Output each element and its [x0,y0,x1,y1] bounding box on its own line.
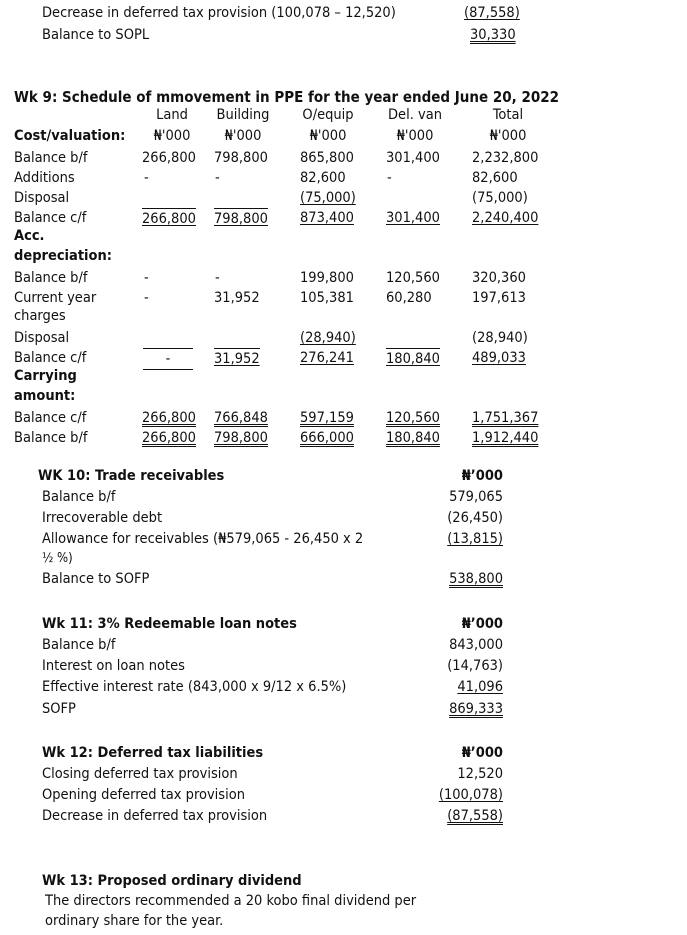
cell-total: 489,033 [472,350,526,366]
row-value [420,531,503,547]
row-label: Balance to SOPL [42,27,150,43]
section-title: WK 10: Trade receivables [38,468,225,484]
row-label: Irrecoverable debt [42,510,163,526]
table-row [0,268,687,288]
row-label: Decrease in deferred tax provision [42,808,268,824]
row-label: Balance b/f [42,489,116,505]
cell-delvan: 120,560 [386,410,440,426]
cell-oequip: 199,800 [300,270,354,286]
cell-building: 766,848 [214,410,268,426]
row-label: Decrease in deferred tax provision (100,078 – 12,520) [42,5,396,21]
row-label: Disposal [14,330,70,346]
cell-delvan: 120,560 [386,270,440,286]
cell-oequip: 666,000 [300,430,354,446]
row-label: Balance c/f [14,350,87,366]
carry-heading: Carrying [14,368,77,384]
row-value [420,679,503,695]
section-title: Wk 9: Schedule of mmovement in PPE for the year ended June 20, 2022 [14,88,560,106]
row-label: Balance c/f [14,410,87,426]
row-value: (26,450) [447,510,503,526]
cell-total: 197,613 [472,290,526,306]
table-row [0,188,687,208]
cell-building: 798,800 [214,430,268,446]
cell-total: 320,360 [472,270,526,286]
row-value: 843,000 [449,637,503,653]
currency-label: ₦'000 [309,128,347,144]
row-value-text: (100,078) [438,787,503,803]
cell-land: - [144,270,149,286]
table-row [0,328,687,348]
table-row [0,408,687,428]
cell-building: - [215,270,220,286]
table-row [0,168,687,188]
table-row [0,288,687,308]
cell-oequip: 82,600 [300,170,346,186]
table-row [0,428,687,448]
cell-oequip: 276,241 [300,350,354,366]
cell-delvan: 180,840 [386,348,440,369]
row-value: (87,558) [464,5,520,21]
row-value [420,571,503,587]
paragraph-line: ordinary share for the year. [45,913,224,929]
paragraph-line: The directors recommended a 20 kobo final dividend per [45,893,417,909]
column-header: Del. van [388,107,442,123]
dep-heading: depreciation: [14,248,112,264]
cell-building: 798,800 [214,208,268,229]
row-label: Disposal [14,190,70,206]
cell-building: - [215,170,220,186]
cell-total: 82,600 [472,170,518,186]
row-value: 30,330 [470,27,516,43]
cell-delvan: 60,280 [386,290,432,306]
cell-oequip: (75,000) [300,190,356,206]
row-value-text: (13,815) [447,531,503,547]
cell-total: 2,232,800 [472,150,539,166]
cell-land: 266,800 [142,208,196,229]
row-label: Balance to SOFP [42,571,150,587]
cell-delvan: 180,840 [386,430,440,446]
row-label: Balance b/f [42,637,116,653]
cell-land: - [144,170,149,186]
cell-land: 266,800 [142,430,196,446]
currency-label: ₦'000 [153,128,191,144]
row-label: Closing deferred tax provision [42,766,238,782]
row-value: (14,763) [447,658,503,674]
column-header: Land [156,107,188,123]
cell-total: (28,940) [472,330,528,346]
row-value [420,808,503,824]
cell-oequip: (28,940) [300,330,356,346]
row-label: Allowance for receivables (₦579,065 - 26,450 x 2 [42,531,364,547]
row-label: Additions [14,170,75,186]
cell-total: 1,912,440 [472,430,539,446]
row-label: Effective interest rate (843,000 x 9/12 x 6.5%) [42,679,347,695]
row-value-text: 869,333 [449,701,503,717]
currency-label: ₦’000 [461,616,503,632]
row-label: Current year [14,290,97,306]
cell-building: 31,952 [214,290,260,306]
row-label: Balance b/f [14,430,88,446]
cell-total: (75,000) [472,190,528,206]
row-value [420,787,503,803]
dep-heading: Acc. [14,228,45,244]
section-title: Wk 13: Proposed ordinary dividend [42,873,302,889]
row-label: Balance b/f [14,270,88,286]
cell-oequip: 865,800 [300,150,354,166]
currency-label: ₦'000 [396,128,434,144]
row-label-continued: ½ %) [42,551,73,566]
cell-land: - [144,290,149,306]
column-header: Building [216,107,270,123]
cell-building: 31,952 [214,348,260,369]
cell-delvan: - [387,170,392,186]
currency-label: ₦'000 [489,128,527,144]
cell-building: 798,800 [214,150,268,166]
row-value-text: 538,800 [449,571,503,587]
cell-oequip: 873,400 [300,210,354,226]
table-row [0,348,687,368]
cell-delvan: 301,400 [386,150,440,166]
cell-land: 266,800 [142,150,196,166]
row-label: Balance b/f [14,150,88,166]
cell-total: 1,751,367 [472,410,539,426]
row-label: SOFP [42,701,76,717]
carry-heading: amount: [14,388,76,404]
row-value [420,701,503,717]
row-label: Opening deferred tax provision [42,787,245,803]
cell-total: 2,240,400 [472,210,539,226]
currency-label: ₦’000 [461,468,503,484]
row-label-continued: charges [14,308,66,324]
row-value-text: (87,558) [447,808,503,824]
table-row [0,148,687,168]
cost-heading: Cost/valuation: [14,128,126,144]
currency-label: ₦'000 [224,128,262,144]
row-label: Balance c/f [14,210,87,226]
currency-label: ₦’000 [461,745,503,761]
cell-delvan: 301,400 [386,210,440,226]
cell-oequip: 597,159 [300,410,354,426]
cell-land: 266,800 [142,410,196,426]
row-label: Interest on loan notes [42,658,185,674]
section-title: Wk 11: 3% Redeemable loan notes [42,616,297,632]
column-header: Total [492,107,524,123]
row-value: 579,065 [449,489,503,505]
column-header: O/equip [302,107,354,123]
cell-land: - [143,348,193,370]
row-value-text: 41,096 [457,679,503,695]
cell-oequip: 105,381 [300,290,354,306]
table-row [0,208,687,228]
row-value: 12,520 [457,766,503,782]
section-title: Wk 12: Deferred tax liabilities [42,745,264,761]
